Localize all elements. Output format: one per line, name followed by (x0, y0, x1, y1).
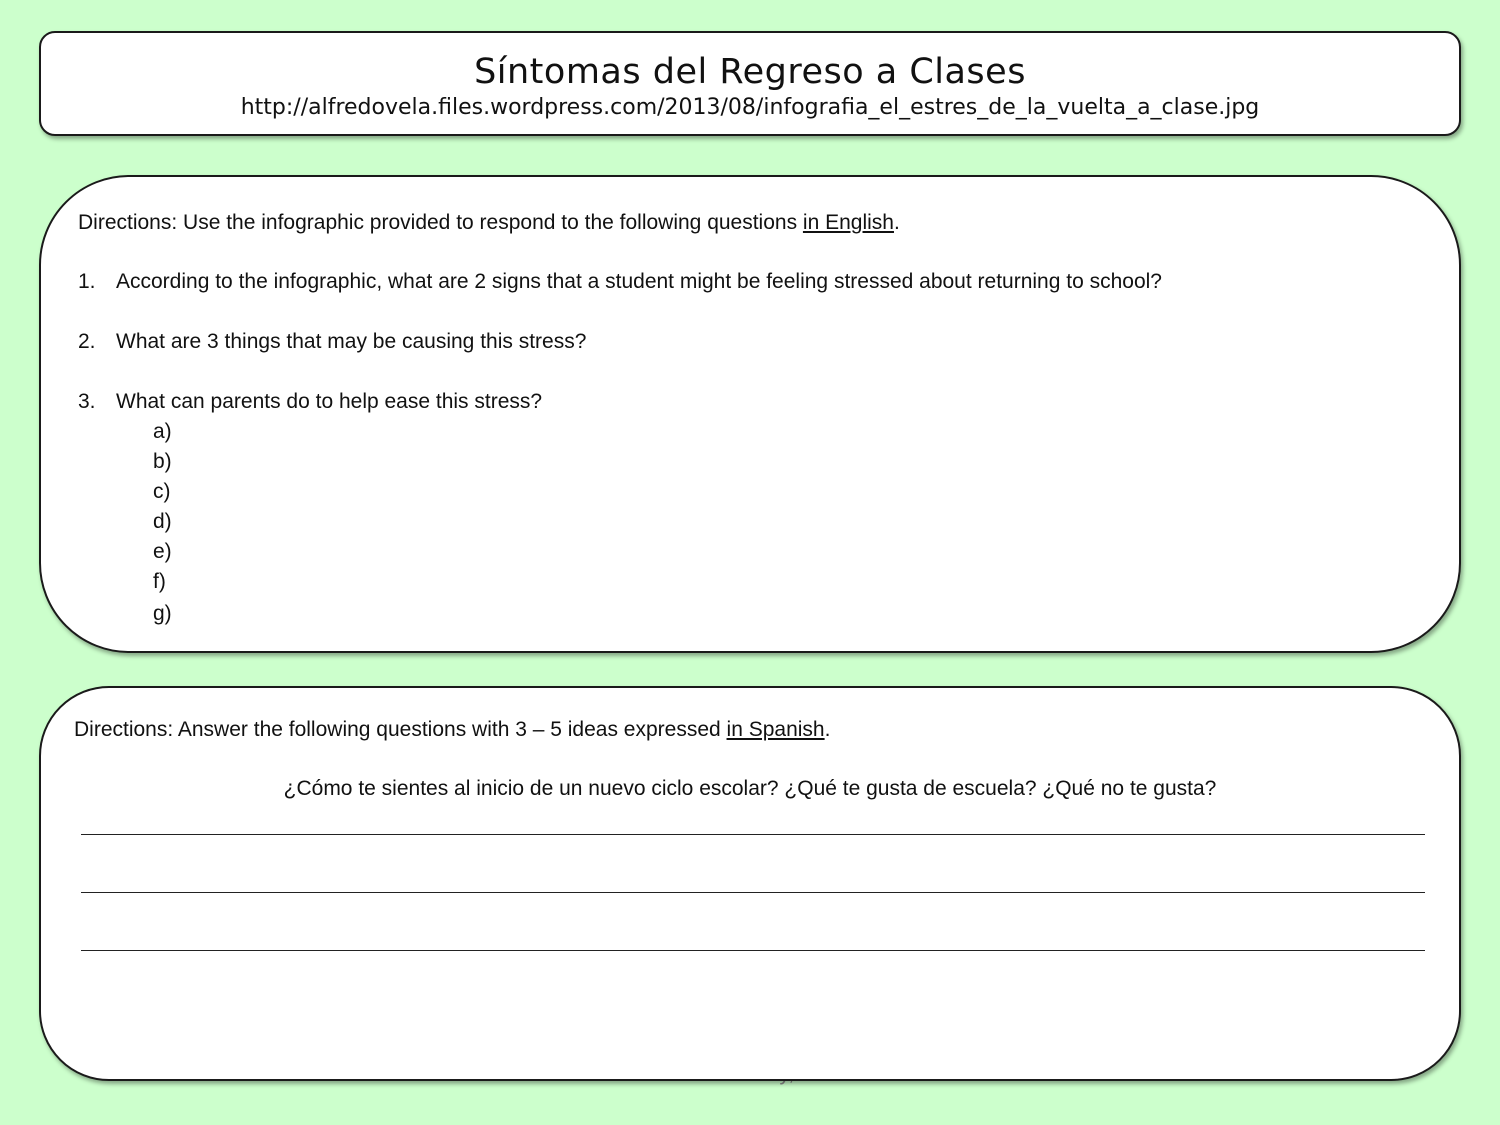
spanish-directions (74, 717, 830, 743)
question-number: 1. (78, 270, 96, 293)
sub-item-a: a) (153, 420, 172, 443)
source-url: http://alfredovela.files.wordpress.com/2013/08/infografia_el_estres_de_la_vuelta_a_clase.jpg (240, 95, 1260, 120)
directions-emphasis: in Spanish (726, 718, 825, 741)
directions-suffix: . (893, 211, 900, 234)
question-1 (78, 269, 1162, 295)
question-3 (78, 389, 542, 415)
english-directions (78, 210, 900, 236)
question-number: 2. (78, 330, 96, 353)
spanish-prompt: ¿Cómo te sientes al inicio de un nuevo ciclo escolar? ¿Qué te gusta de escuela? ¿Qué no te gusta? (283, 777, 1217, 800)
question-number: 3. (78, 390, 96, 413)
sub-item-b: b) (153, 450, 172, 473)
title-box (39, 31, 1461, 136)
spanish-writing-section (39, 686, 1461, 1081)
question-2 (78, 329, 586, 355)
answer-line-1[interactable] (81, 834, 1425, 835)
english-questions-section (39, 175, 1461, 653)
directions-text: Directions: Answer the following questions with 3 – 5 ideas expressed (74, 718, 727, 741)
question-text: What are 3 things that may be causing this stress? (116, 330, 587, 353)
question-text: According to the infographic, what are 2 signs that a student might be feeling stressed about returning to school? (116, 270, 1162, 293)
directions-suffix: . (824, 718, 831, 741)
directions-emphasis: in English (802, 211, 894, 234)
sub-item-f: f) (153, 570, 166, 593)
question-text: What can parents do to help ease this stress? (116, 390, 543, 413)
answer-line-3[interactable] (81, 950, 1425, 951)
sub-item-c: c) (153, 480, 171, 503)
page-title: Síntomas del Regreso a Clases (474, 52, 1026, 92)
sub-item-d: d) (153, 510, 172, 533)
sub-item-e: e) (153, 540, 172, 563)
sub-item-g: g) (153, 602, 172, 625)
answer-line-2[interactable] (81, 892, 1425, 893)
directions-text: Directions: Use the infographic provided to respond to the following questions (78, 211, 803, 234)
